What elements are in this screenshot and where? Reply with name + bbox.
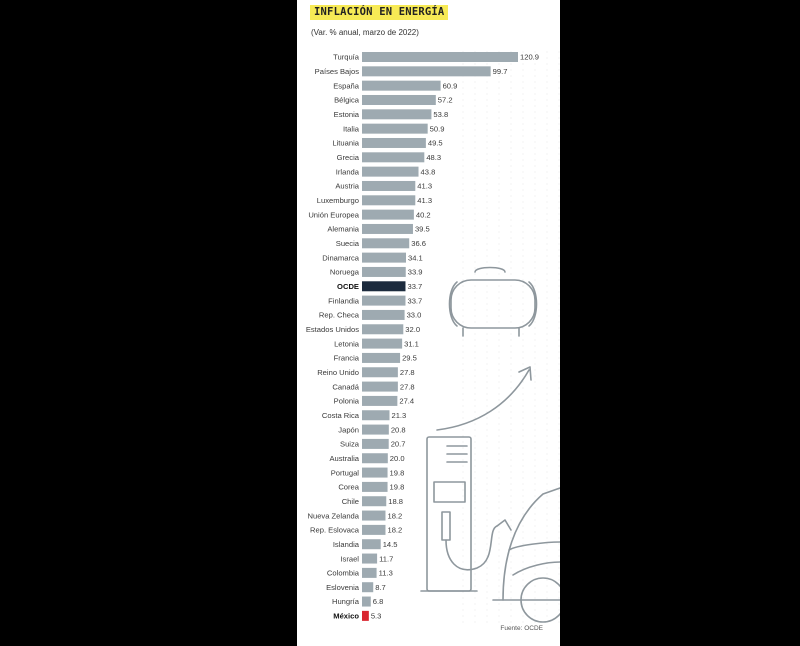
bar [362, 281, 405, 291]
infographic-card [297, 0, 560, 646]
value-label: 48.3 [426, 153, 442, 163]
bar [362, 181, 415, 191]
value-label: 19.8 [389, 468, 405, 478]
value-label: 41.3 [417, 196, 433, 205]
bar [362, 310, 405, 320]
value-label: 18.2 [387, 525, 403, 535]
value-label: 40.2 [415, 210, 431, 220]
category-label: España [333, 81, 359, 91]
bar [362, 582, 373, 592]
bar [362, 568, 377, 578]
category-label: Luxemburgo [316, 196, 359, 205]
category-label: Colombia [326, 568, 359, 578]
category-label: Grecia [336, 153, 359, 163]
bar [362, 439, 389, 449]
value-label: 53.8 [433, 110, 449, 120]
bar [362, 138, 426, 148]
bar [362, 468, 388, 478]
bar [362, 124, 428, 134]
category-label: Eslovenia [326, 582, 359, 592]
category-label: Noruega [329, 267, 359, 277]
bar [362, 396, 397, 406]
category-label: Lituania [332, 138, 359, 148]
trend-arrow-icon [437, 367, 531, 430]
category-label: Reino Unido [317, 367, 359, 377]
bar [362, 539, 381, 549]
value-label: 60.9 [442, 81, 458, 91]
value-label: 5.3 [370, 611, 382, 621]
bar [362, 511, 385, 521]
value-label: 39.5 [414, 224, 430, 234]
category-label: Dinamarca [322, 253, 359, 263]
value-label: 21.3 [391, 410, 407, 420]
category-label: Hungría [331, 597, 359, 607]
value-label: 6.8 [372, 597, 384, 607]
value-label: 20.7 [390, 439, 406, 449]
category-label: Islandia [332, 539, 359, 549]
gas-tank-icon [450, 268, 537, 337]
category-label: Alemania [327, 224, 359, 234]
bar [362, 453, 388, 463]
bar [362, 238, 409, 248]
bar-series [306, 52, 539, 621]
value-label: 8.7 [375, 582, 386, 592]
value-label: 19.8 [389, 482, 405, 492]
category-label: Corea [338, 482, 359, 492]
bar [362, 81, 441, 91]
value-label: 27.8 [399, 382, 415, 392]
chart-subtitle: (Var. % anual, marzo de 2022) [311, 28, 419, 37]
value-label: 33.9 [407, 267, 423, 277]
bar [362, 152, 424, 162]
category-label: Portugal [330, 468, 359, 478]
category-label: Japón [338, 425, 359, 435]
value-label: 120.9 [520, 52, 540, 62]
category-label: Francia [333, 353, 359, 363]
value-label: 20.8 [390, 425, 406, 435]
value-label: 14.5 [382, 539, 398, 549]
category-label: Italia [342, 124, 359, 134]
bar [362, 224, 413, 234]
chart [297, 0, 560, 646]
category-label: México [333, 611, 359, 621]
category-label: Costa Rica [321, 410, 359, 420]
bar [362, 195, 415, 205]
value-label: 43.8 [420, 167, 436, 177]
bar [362, 554, 377, 564]
chart-title: INFLACIÓN EN ENERGÍA [310, 5, 448, 20]
value-label: 34.1 [408, 253, 423, 263]
category-label: Chile [341, 496, 359, 506]
category-label: Finlandia [328, 296, 359, 306]
value-label: 33.7 [407, 296, 423, 306]
category-label: Estonia [333, 110, 359, 120]
category-label: OCDE [337, 281, 359, 291]
value-label: 99.7 [492, 67, 508, 77]
bar [362, 267, 406, 277]
value-label: 18.8 [388, 496, 404, 506]
bar [362, 597, 371, 607]
bar [362, 167, 419, 177]
category-label: Australia [329, 453, 359, 463]
category-label: Nueva Zelanda [307, 511, 359, 521]
bar [362, 353, 400, 363]
bar [362, 324, 403, 334]
value-label: 20.0 [389, 453, 405, 463]
bar [362, 210, 414, 220]
bar [362, 296, 405, 306]
illustration [421, 52, 560, 623]
category-label: Rep. Eslovaca [310, 525, 359, 535]
bar [362, 425, 389, 435]
dotted-background [463, 52, 560, 623]
bar [362, 95, 436, 105]
bar [362, 339, 402, 349]
category-label: Polonia [333, 396, 359, 406]
bar [362, 410, 389, 420]
value-label: 36.6 [411, 238, 427, 248]
category-label: Letonia [334, 339, 359, 349]
value-label: 57.2 [437, 95, 453, 105]
category-label: Unión Europea [308, 210, 359, 220]
value-label: 27.4 [399, 396, 415, 406]
value-label: 41.3 [417, 181, 433, 191]
bar [362, 367, 398, 377]
value-label: 29.5 [402, 353, 417, 363]
value-label: 32.0 [405, 324, 421, 334]
category-label: Turquía [333, 52, 359, 62]
category-label: Países Bajos [314, 67, 359, 77]
fuel-pump-icon [421, 437, 497, 591]
bar [362, 482, 388, 492]
category-label: Suecia [335, 238, 359, 248]
category-label: Rep. Checa [318, 310, 359, 320]
bar [362, 525, 385, 535]
value-label: 33.0 [406, 310, 422, 320]
bar [362, 66, 491, 76]
value-label: 11.7 [379, 554, 394, 564]
category-label: Israel [340, 554, 359, 564]
bar [362, 109, 431, 119]
category-label: Bélgica [334, 95, 359, 105]
value-label: 18.2 [387, 511, 403, 521]
value-label: 11.3 [378, 568, 393, 578]
category-label: Irlanda [335, 167, 359, 177]
value-label: 31.1 [404, 339, 419, 349]
bar [362, 611, 369, 621]
category-label: Canadá [332, 382, 359, 392]
value-label: 50.9 [429, 124, 445, 134]
category-label: Austria [335, 181, 359, 191]
category-label: Suiza [340, 439, 359, 449]
bar [362, 52, 518, 62]
value-label: 33.7 [407, 281, 423, 291]
bar [362, 496, 386, 506]
car-icon [493, 488, 560, 622]
value-label: 27.8 [399, 367, 415, 377]
chart-source: Fuente: OCDE [500, 625, 543, 632]
category-label: Estados Unidos [305, 324, 359, 334]
value-label: 49.5 [427, 138, 443, 148]
bar [362, 253, 406, 263]
bar [362, 382, 398, 392]
